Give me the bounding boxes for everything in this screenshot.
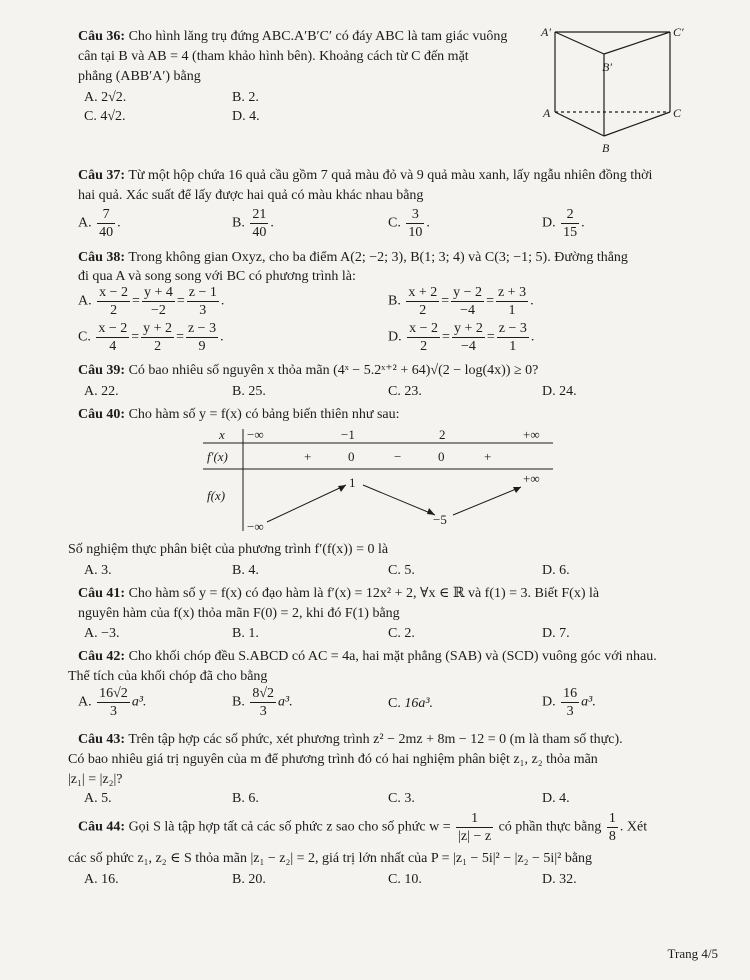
q43-option-c[interactable]: C. 3. [388, 791, 415, 806]
edge-a1b1 [555, 32, 604, 54]
q43-option-b[interactable]: B. 6. [232, 791, 259, 806]
q39-option-b[interactable]: B. 25. [232, 384, 266, 399]
q44-option-b[interactable]: B. 20. [232, 872, 266, 887]
q36-line3: phẳng (ABB′A′) bằng [78, 69, 201, 84]
q43-option-a[interactable]: A. 5. [84, 791, 112, 806]
q37-line1 [78, 166, 652, 186]
q37-option-a[interactable]: A. $\frac{7}{40}$ . [78, 207, 121, 240]
q36-option-c[interactable]: C. 4√2. [84, 109, 126, 124]
q43-text1: Trên tập hợp các số phức, xét phương trình z² − 2mz + 8m − 12 = 0 (m là tham số thực). [128, 732, 623, 747]
q40-text: Cho hàm số y = f(x) có bảng biến thiên như sau: [128, 407, 400, 422]
q38-option-b[interactable]: B. $\frac{x + 2}{2}$ = $\frac{y - 2}{-4}$ = $\frac{z + 3}{1}$ . [388, 285, 534, 318]
sign-minus: − [394, 449, 402, 464]
q36-option-a[interactable]: A. 2√2. [84, 90, 127, 105]
q43-line1 [78, 730, 623, 750]
q37-frac-b: $\frac{21}{40}$ [252, 207, 267, 240]
label-b1: B′ [602, 60, 612, 74]
q42-option-a[interactable]: A. $\frac{16√2}{3}$ a³. [78, 686, 147, 719]
prism-figure [538, 22, 688, 160]
q39-label: Câu 39: [78, 363, 126, 378]
q39-option-d[interactable]: D. 24. [542, 384, 577, 399]
x-value-2: 2 [439, 427, 446, 442]
q36-line1 [78, 27, 507, 47]
f-value-minus-5: −5 [433, 512, 447, 527]
q38-text1: Trong không gian Oxyz, cho ba điểm A(2; −2; 3), B(1; 3; 4) và C(3; −1; 5). Đường thẳng [128, 250, 628, 265]
q37-option-c[interactable]: C. $\frac{3}{10}$ . [388, 207, 430, 240]
edge-bc [604, 112, 670, 136]
table-fprime-label: f′(x) [207, 449, 228, 464]
q39-text: Có bao nhiêu số nguyên x thỏa mãn (4ˣ − 5.2ˣ⁺² + 64)√(2 − log(4x)) ≥ 0? [128, 363, 539, 378]
q41-label: Câu 41: [78, 586, 126, 601]
q37-line2: hai quả. Xác suất để lấy được hai quả có màu khác nhau bằng [78, 188, 424, 203]
q44-real-part-fraction: $\frac{1}{8}$ [608, 811, 616, 844]
q38-label: Câu 38: [78, 250, 126, 265]
q40-option-d[interactable]: D. 6. [542, 563, 570, 578]
table-x-label: x [219, 427, 225, 442]
q37-label: Câu 37: [78, 168, 126, 183]
f-value-1: 1 [349, 475, 356, 490]
edge-b1c1 [604, 32, 670, 54]
q40-question: Số nghiệm thực phân biệt của phương trình f′(f(x)) = 0 là [68, 542, 389, 557]
page-number: Trang 4/5 [667, 946, 718, 961]
q44-text1a: Gọi S là tập hợp tất cả các số phức z sao cho số phức w = [128, 819, 451, 835]
q44-label: Câu 44: [78, 819, 126, 835]
variation-table [203, 425, 553, 535]
q44-option-c[interactable]: C. 10. [388, 872, 422, 887]
q44-option-d[interactable]: D. 32. [542, 872, 577, 887]
q44-text1b: có phần thực bằng [498, 819, 602, 835]
q41-option-d[interactable]: D. 7. [542, 626, 570, 641]
q37-frac-a: $\frac{7}{40}$ [99, 207, 114, 240]
sign-zero-1: 0 [348, 449, 355, 464]
q44-line1 [78, 810, 647, 845]
q44-option-a[interactable]: A. 16. [84, 872, 119, 887]
x-value-pos-inf: +∞ [523, 427, 540, 442]
label-b: B [602, 141, 610, 155]
f-value-neg-inf: −∞ [247, 519, 264, 534]
sign-zero-2: 0 [438, 449, 445, 464]
x-value-minus-1: −1 [341, 427, 355, 442]
q42-option-b[interactable]: B. $\frac{8√2}{3}$ a³. [232, 686, 293, 719]
q42-option-c[interactable]: C. 16a³. [388, 696, 434, 711]
q44-w-fraction: $\frac{1}{|z| - z}$ [458, 811, 492, 844]
label-a1: A′ [541, 25, 551, 39]
q41-line2: nguyên hàm của f(x) thỏa mãn F(0) = 2, khi đó F(1) bằng [78, 606, 400, 621]
q42-line2: Thể tích của khối chóp đã cho bằng [68, 669, 268, 684]
q42-label: Câu 42: [78, 649, 126, 664]
q43-label: Câu 43: [78, 732, 126, 747]
q38-line1 [78, 248, 628, 268]
q42-option-d[interactable]: D. $\frac{16}{3}$ a³. [542, 686, 596, 719]
q36-label: Câu 36: [78, 29, 126, 44]
q38-option-d[interactable]: D. $\frac{x - 2}{2}$ = $\frac{y + 2}{-4}$ = $\frac{z - 3}{1}$ . [388, 321, 535, 354]
q44-text1c: . Xét [619, 819, 648, 835]
arrow-up-1 [267, 485, 346, 522]
q37-option-d[interactable]: D. $\frac{2}{15}$ . [542, 207, 585, 240]
label-a: A [543, 106, 551, 120]
q39-option-a[interactable]: A. 22. [84, 384, 119, 399]
arrow-up-2 [453, 487, 521, 515]
q36-text1: Cho hình lăng trụ đứng ABC.A′B′C′ có đáy ABC là tam giác vuông [128, 29, 508, 44]
q37-text1: Từ một hộp chứa 16 quả cầu gồm 7 quả màu đỏ và 9 quả màu xanh, lấy ngẫu nhiên đồng thời [128, 168, 653, 183]
q39-line1 [78, 361, 538, 381]
q36-option-b[interactable]: B. 2. [232, 90, 259, 105]
q43-option-d[interactable]: D. 4. [542, 791, 570, 806]
q42-line1 [78, 647, 657, 667]
q38-option-a[interactable]: A. $\frac{x - 2}{2}$ = $\frac{y + 4}{-2}$ = $\frac{z - 1}{3}$ . [78, 285, 225, 318]
edge-ab [555, 112, 604, 136]
q40-option-b[interactable]: B. 4. [232, 563, 259, 578]
q44-line2: các số phức z₁, z₂ ∈ S thỏa mãn |z₁ − z₂| = 2, giá trị lớn nhất của P = |z₁ − 5i|² − |z₂ − 5i|² bằng [68, 851, 593, 866]
sign-plus-2: + [484, 449, 492, 464]
table-f-label: f(x) [207, 488, 226, 503]
q40-option-a[interactable]: A. 3. [84, 563, 112, 578]
q42-text1: Cho khối chóp đều S.ABCD có AC = 4a, hai mặt phẳng (SAB) và (SCD) vuông góc với nhau. [128, 649, 657, 664]
q43-line3: |z₁| = |z₂|? [68, 772, 123, 787]
x-value-neg-inf: −∞ [247, 427, 264, 442]
q41-option-c[interactable]: C. 2. [388, 626, 415, 641]
label-c: C [673, 106, 682, 120]
q38-line2: đi qua A và song song với BC có phương trình là: [78, 269, 356, 284]
q37-frac-c: $\frac{3}{10}$ [408, 207, 423, 240]
q43-line2: Có bao nhiêu giá trị nguyên của m để phương trình đó có hai nghiệm phân biệt z₁, z₂ thỏa mãn [68, 752, 598, 767]
q40-option-c[interactable]: C. 5. [388, 563, 415, 578]
f-value-pos-inf: +∞ [523, 471, 540, 486]
q37-option-b[interactable]: B. $\frac{21}{40}$ . [232, 207, 274, 240]
q40-line1 [78, 405, 400, 425]
q41-option-a[interactable]: A. −3. [84, 626, 120, 641]
q36-option-d[interactable]: D. 4. [232, 109, 260, 124]
label-c1: C′ [673, 25, 684, 39]
q40-label: Câu 40: [78, 407, 126, 422]
q36-line2: cân tại B và AB = 4 (tham khảo hình bên). Khoảng cách từ C đến mặt [78, 49, 469, 64]
sign-plus-1: + [304, 449, 312, 464]
q41-line1 [78, 584, 599, 604]
q41-text1: Cho hàm số y = f(x) có đạo hàm là f′(x) = 12x² + 2, ∀x ∈ ℝ và f(1) = 3. Biết F(x) là [128, 586, 600, 601]
q37-frac-d: $\frac{2}{15}$ [563, 207, 578, 240]
q41-option-b[interactable]: B. 1. [232, 626, 259, 641]
arrow-down [363, 485, 435, 515]
q38-option-c[interactable]: C. $\frac{x - 2}{4}$ = $\frac{y + 2}{2}$ = $\frac{z - 3}{9}$ . [78, 321, 224, 354]
q39-option-c[interactable]: C. 23. [388, 384, 422, 399]
